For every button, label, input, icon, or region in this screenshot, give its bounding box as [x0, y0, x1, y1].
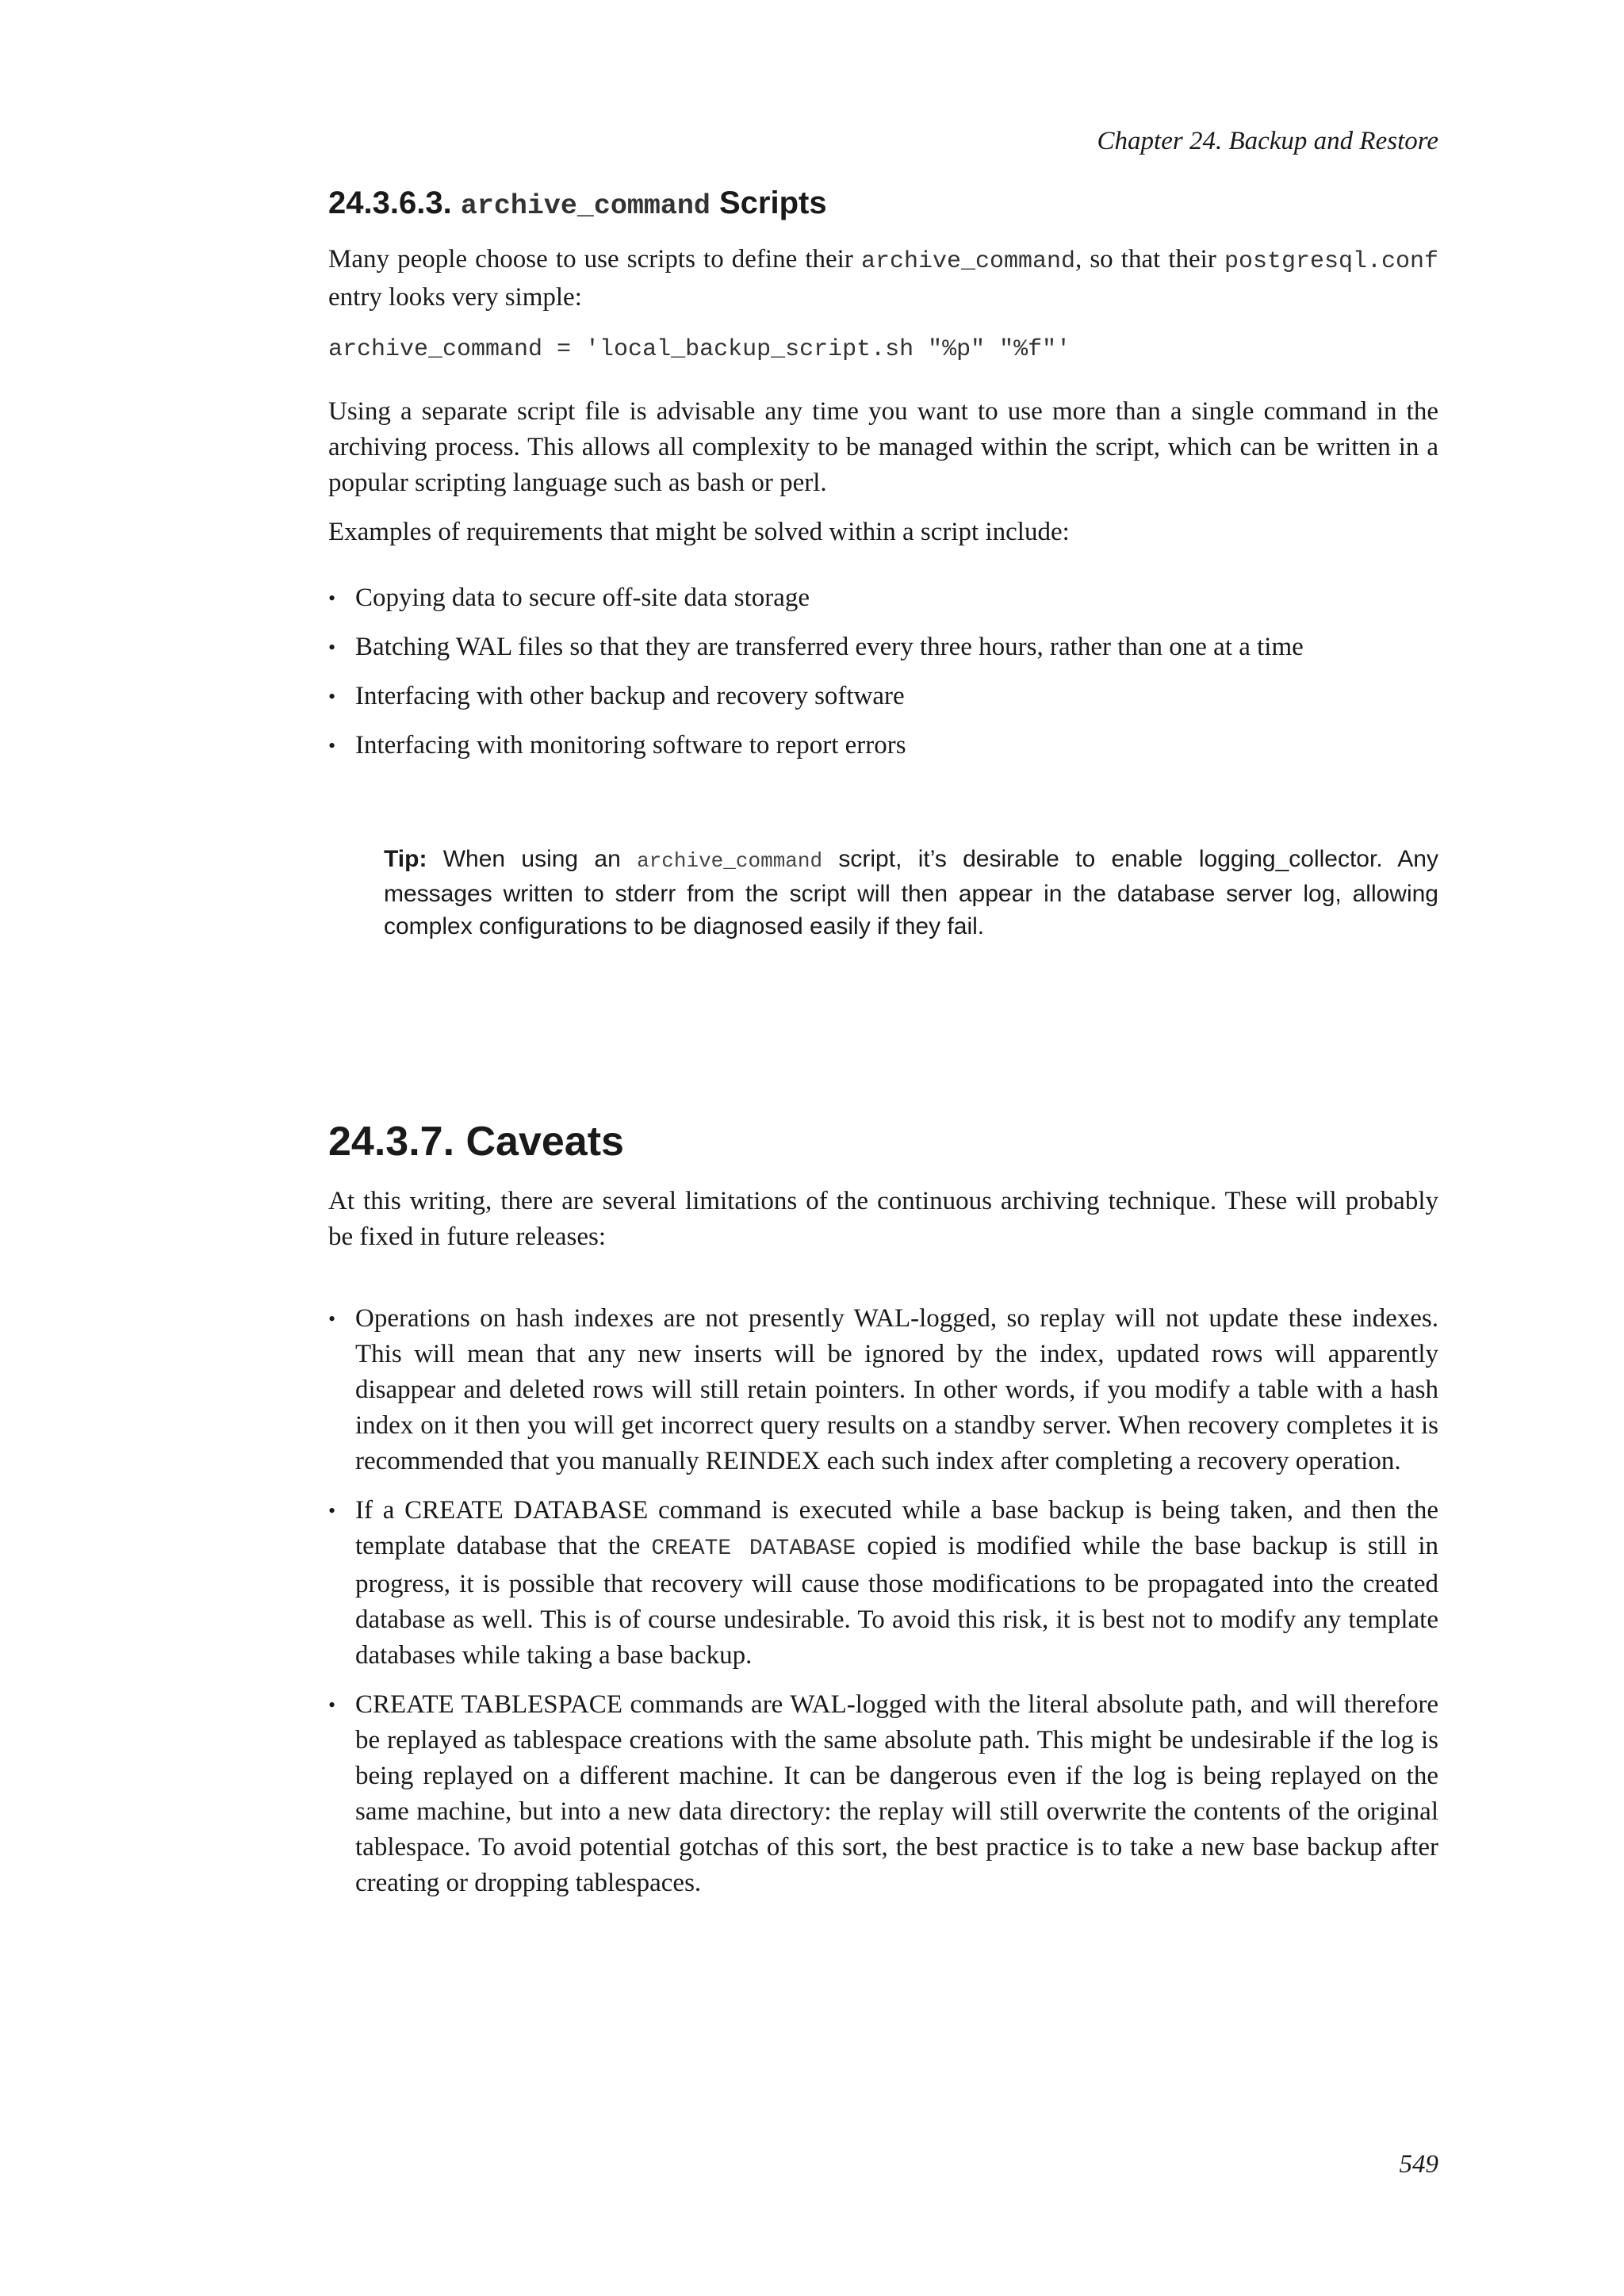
- section-heading-archive-command-scripts: [328, 184, 1438, 223]
- list-item: • Interfacing with other backup and recovery software: [328, 679, 1438, 714]
- section-title-rest: Scripts: [719, 186, 827, 220]
- scripts-intro-paragraph: [328, 242, 1438, 316]
- inline-code-postgresql-conf: postgresql.conf: [1224, 248, 1438, 275]
- caveats-list: [328, 1301, 1438, 1901]
- tip-text-1: When using an: [427, 846, 638, 872]
- code-example: archive_command = 'local_backup_script.sh "%p" "%f"': [328, 336, 1071, 363]
- section-spacer: [328, 943, 1438, 1117]
- caveats-intro-paragraph: At this writing, there are several limitations of the continuous archiving technique. These will probably be fixed in future releases:: [328, 1187, 1438, 1252]
- section-heading-caveats: 24.3.7. Caveats: [328, 1119, 624, 1165]
- tip-text-2: script, it’s desirable to enable logging_collector. Any messages written to stderr from the script will then appear in the database server log, allowing complex configurations to be diagnosed easily if they fail.: [384, 846, 1438, 939]
- inline-code-archive-command: archive_command: [860, 248, 1075, 275]
- section-number: 24.3.6.3.: [328, 186, 452, 220]
- list-item: • CREATE TABLESPACE commands are WAL-logged with the literal absolute path, and will therefore be replayed as tablespace creations with the same absolute path. This might be undesirable if the log is being replayed on a different machine. It can be dangerous even if the log is being replayed on the same machine, but into a new data directory: the replay will still overwrite the contents of the original tablespace. To avoid potential gotchas of this sort, the best practice is to take a new base backup after creating or dropping tablespaces.: [328, 1687, 1438, 1901]
- running-head: Chapter 24. Backup and Restore: [1097, 127, 1438, 155]
- list-item: [328, 1493, 1438, 1674]
- page-content: [328, 184, 1438, 1915]
- intro-text-2: , so that their: [1074, 245, 1224, 274]
- list-item: • Copying data to secure off-site data storage: [328, 580, 1438, 616]
- inline-code-create-database: CREATE DATABASE: [651, 1536, 856, 1562]
- list-item: • Interfacing with monitoring software to report errors: [328, 728, 1438, 763]
- list-item: • Batching WAL files so that they are transferred every three hours, rather than one at a time: [328, 629, 1438, 665]
- tip-label: Tip:: [384, 846, 427, 872]
- tip-inline-code: archive_command: [637, 849, 823, 873]
- intro-text-3: entry looks very simple:: [328, 283, 582, 312]
- caveat2-text-2: copied is modified while the base backup is still in progress, it is possible that recovery will cause those modifications to be propagated into the created database as well. This is of course undesirable. To avoid this risk, it is best not to modify any template databases while taking a base backup.: [355, 1532, 1439, 1670]
- tip-note: [384, 843, 1438, 943]
- scripts-paragraph-2: Using a separate script file is advisable any time you want to use more than a single command in the archiving process. This allows all complexity to be managed within the script, which can be written in a popular scripting language such as bash or perl.: [328, 397, 1438, 497]
- section-title-code: archive_command: [460, 190, 710, 222]
- caveat2-text-1: If a CREATE DATABASE command is executed while a base backup is being taken, and then the template database that the: [355, 1496, 1438, 1561]
- page-number: 549: [1399, 2150, 1438, 2179]
- requirements-list: [328, 580, 1438, 763]
- intro-text-1: Many people choose to use scripts to define their: [328, 245, 861, 274]
- list-item: • Operations on hash indexes are not presently WAL-logged, so replay will not update these indexes. This will mean that any new inserts will be ignored by the index, updated rows will apparently disappear and deleted rows will still retain pointers. In other words, if you modify a table with a hash index on it then you will get incorrect query results on a standby server. When recovery completes it is recommended that you manually REINDEX each such index after completing a recovery operation.: [328, 1301, 1438, 1479]
- scripts-paragraph-3: Examples of requirements that might be solved within a script include:: [328, 518, 1070, 546]
